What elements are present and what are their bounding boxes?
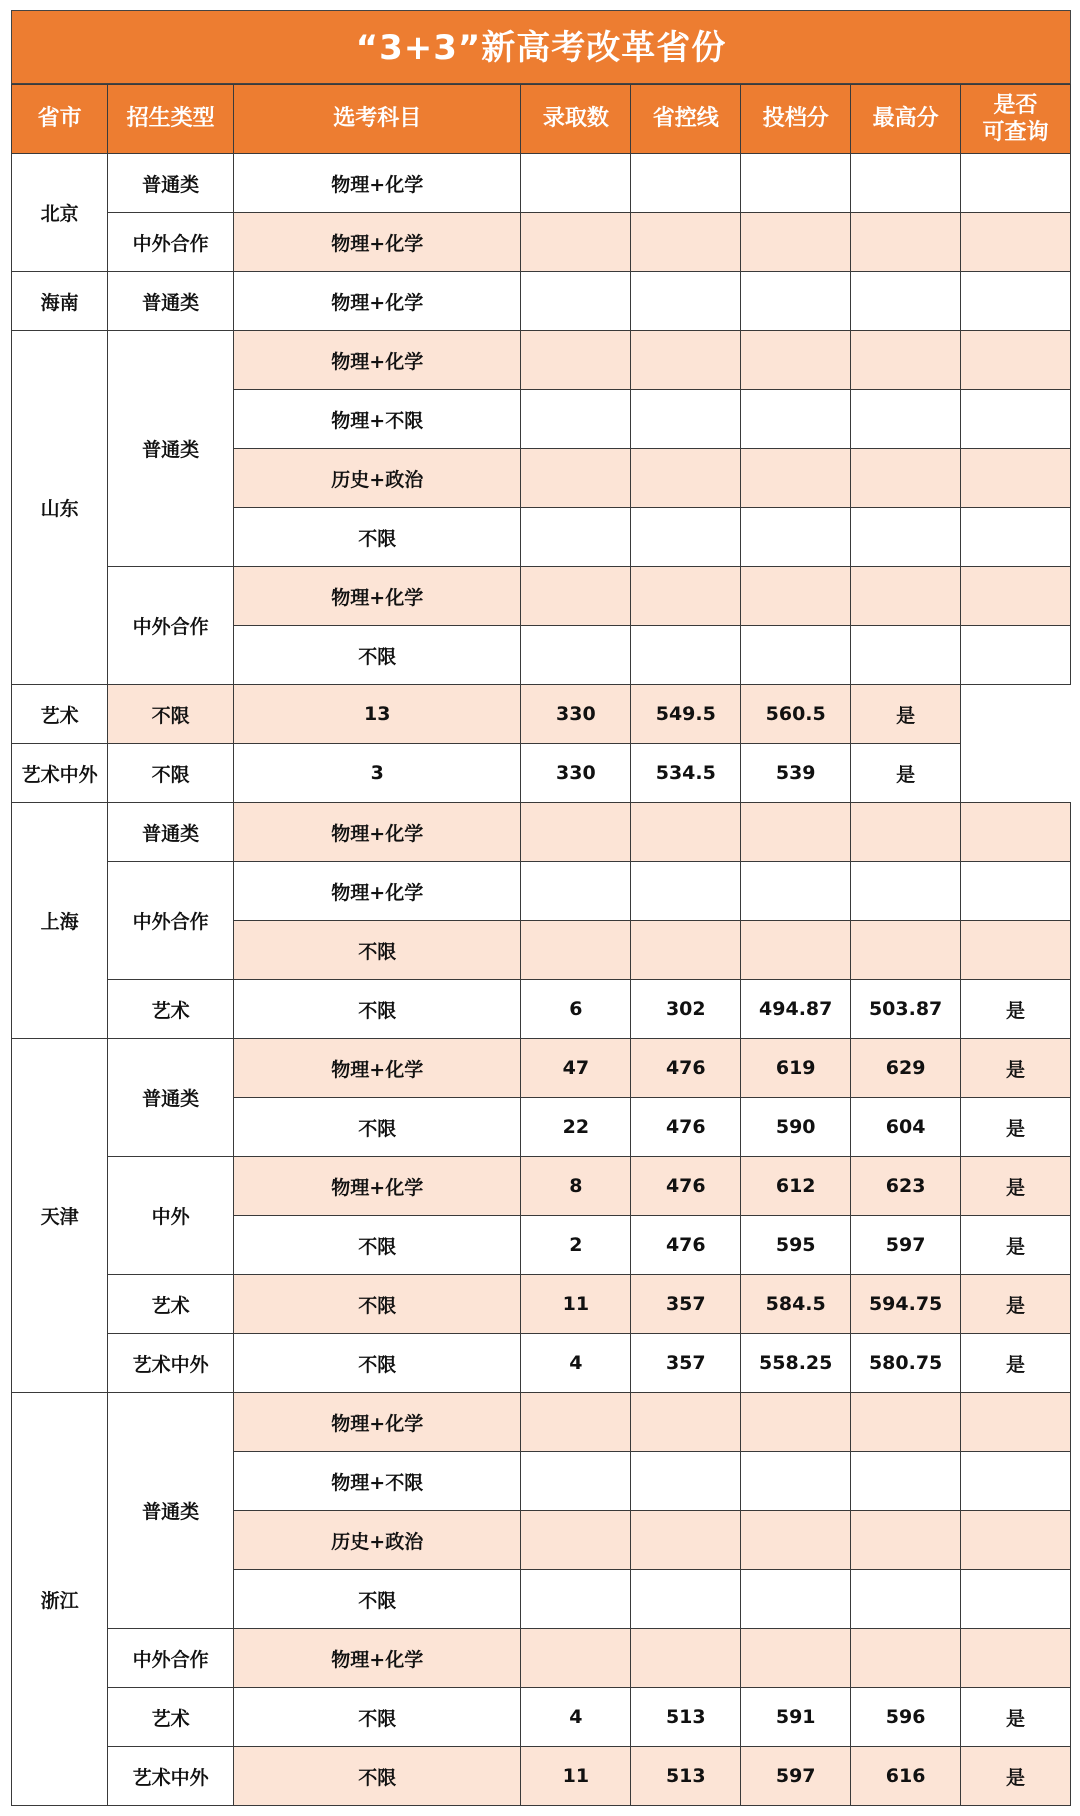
admitted-cell: 47 bbox=[521, 1039, 631, 1098]
subject-cell: 物理+化学 bbox=[234, 1393, 521, 1452]
filing-score-cell bbox=[741, 803, 851, 862]
admission-table-container bbox=[11, 10, 1071, 1806]
province-cell: 上海 bbox=[12, 803, 108, 1039]
type-cell: 普通类 bbox=[108, 272, 234, 331]
subject-cell: 不限 bbox=[234, 1275, 521, 1334]
admitted-cell bbox=[521, 508, 631, 567]
filing-score-cell: 597 bbox=[741, 1747, 851, 1806]
max-score-cell bbox=[851, 1393, 961, 1452]
table-row bbox=[12, 1629, 1071, 1688]
max-score-cell bbox=[851, 154, 961, 213]
province-cell: 北京 bbox=[12, 154, 108, 272]
subject-cell: 不限 bbox=[108, 685, 234, 744]
admitted-cell bbox=[521, 921, 631, 980]
control-line-cell: 302 bbox=[631, 980, 741, 1039]
admitted-cell: 11 bbox=[521, 1275, 631, 1334]
admitted-cell: 22 bbox=[521, 1098, 631, 1157]
control-line-cell: 513 bbox=[631, 1747, 741, 1806]
control-line-cell bbox=[631, 154, 741, 213]
queryable-cell bbox=[961, 803, 1071, 862]
type-cell: 普通类 bbox=[108, 803, 234, 862]
filing-score-cell: 584.5 bbox=[741, 1275, 851, 1334]
header-province: 省市 bbox=[12, 85, 108, 154]
admitted-cell bbox=[521, 154, 631, 213]
filing-score-cell: 558.25 bbox=[741, 1334, 851, 1393]
queryable-cell: 是 bbox=[961, 1216, 1071, 1275]
table-row bbox=[12, 272, 1071, 331]
max-score-cell: 539 bbox=[741, 744, 851, 803]
admitted-cell: 2 bbox=[521, 1216, 631, 1275]
admitted-cell bbox=[521, 567, 631, 626]
subject-cell: 物理+化学 bbox=[234, 331, 521, 390]
province-cell: 浙江 bbox=[12, 1393, 108, 1806]
admitted-cell bbox=[521, 449, 631, 508]
max-score-cell bbox=[851, 1452, 961, 1511]
subject-cell: 物理+化学 bbox=[234, 567, 521, 626]
header-queryable bbox=[961, 85, 1071, 154]
max-score-cell: 597 bbox=[851, 1216, 961, 1275]
control-line-cell: 357 bbox=[631, 1275, 741, 1334]
subject-cell: 不限 bbox=[234, 980, 521, 1039]
subject-cell: 物理+化学 bbox=[234, 1629, 521, 1688]
control-line-cell bbox=[631, 272, 741, 331]
max-score-cell bbox=[851, 331, 961, 390]
control-line-cell bbox=[631, 1570, 741, 1629]
type-cell: 艺术 bbox=[108, 1275, 234, 1334]
type-cell: 中外合作 bbox=[108, 1629, 234, 1688]
queryable-cell bbox=[961, 508, 1071, 567]
control-line-cell: 357 bbox=[631, 1334, 741, 1393]
header-subject: 选考科目 bbox=[234, 85, 521, 154]
control-line-cell bbox=[631, 508, 741, 567]
admitted-cell bbox=[521, 862, 631, 921]
header-type: 招生类型 bbox=[108, 85, 234, 154]
type-cell: 中外合作 bbox=[108, 213, 234, 272]
type-cell: 艺术 bbox=[12, 685, 108, 744]
province-cell: 海南 bbox=[12, 272, 108, 331]
control-line-cell bbox=[631, 567, 741, 626]
max-score-cell: 629 bbox=[851, 1039, 961, 1098]
type-cell: 艺术中外 bbox=[12, 744, 108, 803]
control-line-cell bbox=[631, 449, 741, 508]
subject-cell: 物理+化学 bbox=[234, 1157, 521, 1216]
control-line-cell bbox=[631, 1393, 741, 1452]
table-row bbox=[12, 213, 1071, 272]
table-row bbox=[12, 1039, 1071, 1098]
queryable-cell bbox=[961, 1570, 1071, 1629]
filing-score-cell bbox=[741, 626, 851, 685]
max-score-cell bbox=[851, 508, 961, 567]
max-score-cell: 623 bbox=[851, 1157, 961, 1216]
queryable-cell bbox=[961, 213, 1071, 272]
queryable-cell bbox=[961, 1511, 1071, 1570]
table-row bbox=[12, 744, 1071, 803]
subject-cell: 不限 bbox=[234, 921, 521, 980]
filing-score-cell bbox=[741, 1393, 851, 1452]
table-row bbox=[12, 1157, 1071, 1216]
control-line-cell bbox=[631, 213, 741, 272]
type-cell: 艺术 bbox=[108, 980, 234, 1039]
filing-score-cell: 590 bbox=[741, 1098, 851, 1157]
control-line-cell: 476 bbox=[631, 1039, 741, 1098]
control-line-cell: 330 bbox=[521, 744, 631, 803]
admitted-cell bbox=[521, 1452, 631, 1511]
max-score-cell bbox=[851, 272, 961, 331]
type-cell: 普通类 bbox=[108, 154, 234, 213]
type-cell: 艺术中外 bbox=[108, 1334, 234, 1393]
max-score-cell: 596 bbox=[851, 1688, 961, 1747]
admitted-cell: 6 bbox=[521, 980, 631, 1039]
subject-cell: 不限 bbox=[234, 626, 521, 685]
subject-cell: 不限 bbox=[234, 1216, 521, 1275]
header-max-score: 最高分 bbox=[851, 85, 961, 154]
filing-score-cell: 534.5 bbox=[631, 744, 741, 803]
filing-score-cell bbox=[741, 213, 851, 272]
control-line-cell bbox=[631, 626, 741, 685]
control-line-cell bbox=[631, 1452, 741, 1511]
table-row bbox=[12, 1688, 1071, 1747]
table-row bbox=[12, 1275, 1071, 1334]
queryable-cell bbox=[961, 567, 1071, 626]
queryable-cell bbox=[961, 449, 1071, 508]
subject-cell: 不限 bbox=[234, 1688, 521, 1747]
subject-cell: 物理+化学 bbox=[234, 803, 521, 862]
filing-score-cell: 612 bbox=[741, 1157, 851, 1216]
filing-score-cell bbox=[741, 921, 851, 980]
max-score-cell bbox=[851, 1511, 961, 1570]
max-score-cell: 604 bbox=[851, 1098, 961, 1157]
queryable-cell: 是 bbox=[961, 980, 1071, 1039]
subject-cell: 历史+政治 bbox=[234, 449, 521, 508]
table-row bbox=[12, 685, 1071, 744]
filing-score-cell bbox=[741, 331, 851, 390]
header-row bbox=[12, 85, 1071, 154]
control-line-cell: 513 bbox=[631, 1688, 741, 1747]
table-row bbox=[12, 154, 1071, 213]
table-body bbox=[12, 154, 1071, 1806]
queryable-cell: 是 bbox=[851, 744, 961, 803]
queryable-cell bbox=[961, 390, 1071, 449]
max-score-cell bbox=[851, 1629, 961, 1688]
header-queryable-line1: 是否 bbox=[993, 92, 1038, 118]
admitted-cell bbox=[521, 331, 631, 390]
admitted-cell bbox=[521, 272, 631, 331]
queryable-cell: 是 bbox=[961, 1747, 1071, 1806]
admitted-cell: 3 bbox=[234, 744, 521, 803]
queryable-cell bbox=[961, 626, 1071, 685]
table-row bbox=[12, 331, 1071, 390]
subject-cell: 不限 bbox=[234, 508, 521, 567]
admitted-cell bbox=[521, 213, 631, 272]
table-row bbox=[12, 862, 1071, 921]
subject-cell: 历史+政治 bbox=[234, 1511, 521, 1570]
control-line-cell: 476 bbox=[631, 1216, 741, 1275]
control-line-cell bbox=[631, 803, 741, 862]
control-line-cell bbox=[631, 390, 741, 449]
queryable-cell bbox=[961, 862, 1071, 921]
queryable-cell: 是 bbox=[961, 1098, 1071, 1157]
table-row bbox=[12, 803, 1071, 862]
type-cell: 普通类 bbox=[108, 1039, 234, 1157]
admission-table bbox=[11, 84, 1071, 1806]
admitted-cell: 4 bbox=[521, 1688, 631, 1747]
max-score-cell bbox=[851, 213, 961, 272]
type-cell: 中外合作 bbox=[108, 862, 234, 980]
admitted-cell bbox=[521, 390, 631, 449]
max-score-cell bbox=[851, 390, 961, 449]
type-cell: 艺术 bbox=[108, 1688, 234, 1747]
admitted-cell bbox=[521, 1511, 631, 1570]
subject-cell: 不限 bbox=[108, 744, 234, 803]
control-line-cell bbox=[631, 921, 741, 980]
max-score-cell bbox=[851, 449, 961, 508]
queryable-cell: 是 bbox=[961, 1039, 1071, 1098]
filing-score-cell: 549.5 bbox=[631, 685, 741, 744]
type-cell: 中外 bbox=[108, 1157, 234, 1275]
queryable-cell: 是 bbox=[851, 685, 961, 744]
filing-score-cell bbox=[741, 1511, 851, 1570]
filing-score-cell bbox=[741, 1452, 851, 1511]
max-score-cell: 616 bbox=[851, 1747, 961, 1806]
filing-score-cell bbox=[741, 449, 851, 508]
queryable-cell bbox=[961, 331, 1071, 390]
control-line-cell: 330 bbox=[521, 685, 631, 744]
admitted-cell bbox=[521, 626, 631, 685]
type-cell: 艺术中外 bbox=[108, 1747, 234, 1806]
province-cell: 天津 bbox=[12, 1039, 108, 1393]
control-line-cell bbox=[631, 1511, 741, 1570]
admitted-cell: 8 bbox=[521, 1157, 631, 1216]
max-score-cell bbox=[851, 862, 961, 921]
header-admitted: 录取数 bbox=[521, 85, 631, 154]
max-score-cell bbox=[851, 626, 961, 685]
header-queryable-line2: 可查询 bbox=[982, 120, 1049, 145]
queryable-cell: 是 bbox=[961, 1334, 1071, 1393]
max-score-cell bbox=[851, 921, 961, 980]
queryable-cell: 是 bbox=[961, 1275, 1071, 1334]
admitted-cell bbox=[521, 803, 631, 862]
max-score-cell: 594.75 bbox=[851, 1275, 961, 1334]
control-line-cell: 476 bbox=[631, 1157, 741, 1216]
filing-score-cell: 494.87 bbox=[741, 980, 851, 1039]
province-cell: 山东 bbox=[12, 331, 108, 685]
table-title: “3+3”新高考改革省份 bbox=[11, 10, 1071, 84]
control-line-cell: 476 bbox=[631, 1098, 741, 1157]
control-line-cell bbox=[631, 331, 741, 390]
max-score-cell: 503.87 bbox=[851, 980, 961, 1039]
filing-score-cell: 591 bbox=[741, 1688, 851, 1747]
admitted-cell bbox=[521, 1629, 631, 1688]
subject-cell: 物理+化学 bbox=[234, 154, 521, 213]
filing-score-cell bbox=[741, 508, 851, 567]
admitted-cell: 4 bbox=[521, 1334, 631, 1393]
subject-cell: 不限 bbox=[234, 1570, 521, 1629]
queryable-cell bbox=[961, 272, 1071, 331]
table-row bbox=[12, 1393, 1071, 1452]
filing-score-cell bbox=[741, 154, 851, 213]
max-score-cell bbox=[851, 1570, 961, 1629]
filing-score-cell bbox=[741, 862, 851, 921]
subject-cell: 物理+化学 bbox=[234, 272, 521, 331]
filing-score-cell bbox=[741, 567, 851, 626]
header-control-line: 省控线 bbox=[631, 85, 741, 154]
max-score-cell: 580.75 bbox=[851, 1334, 961, 1393]
header-filing-score: 投档分 bbox=[741, 85, 851, 154]
max-score-cell bbox=[851, 567, 961, 626]
subject-cell: 物理+不限 bbox=[234, 1452, 521, 1511]
filing-score-cell: 595 bbox=[741, 1216, 851, 1275]
subject-cell: 不限 bbox=[234, 1747, 521, 1806]
control-line-cell bbox=[631, 1629, 741, 1688]
table-row bbox=[12, 567, 1071, 626]
type-cell: 中外合作 bbox=[108, 567, 234, 685]
subject-cell: 物理+化学 bbox=[234, 213, 521, 272]
max-score-cell: 560.5 bbox=[741, 685, 851, 744]
max-score-cell bbox=[851, 803, 961, 862]
admitted-cell: 11 bbox=[521, 1747, 631, 1806]
table-row bbox=[12, 1747, 1071, 1806]
subject-cell: 不限 bbox=[234, 1098, 521, 1157]
filing-score-cell bbox=[741, 272, 851, 331]
queryable-cell bbox=[961, 1452, 1071, 1511]
filing-score-cell bbox=[741, 1629, 851, 1688]
admitted-cell bbox=[521, 1393, 631, 1452]
queryable-cell bbox=[961, 154, 1071, 213]
queryable-cell: 是 bbox=[961, 1157, 1071, 1216]
subject-cell: 物理+化学 bbox=[234, 862, 521, 921]
subject-cell: 物理+化学 bbox=[234, 1039, 521, 1098]
control-line-cell bbox=[631, 862, 741, 921]
subject-cell: 不限 bbox=[234, 1334, 521, 1393]
queryable-cell bbox=[961, 1629, 1071, 1688]
queryable-cell: 是 bbox=[961, 1688, 1071, 1747]
filing-score-cell bbox=[741, 390, 851, 449]
filing-score-cell bbox=[741, 1570, 851, 1629]
table-row bbox=[12, 1334, 1071, 1393]
queryable-cell bbox=[961, 1393, 1071, 1452]
type-cell: 普通类 bbox=[108, 331, 234, 567]
admitted-cell bbox=[521, 1570, 631, 1629]
queryable-cell bbox=[961, 921, 1071, 980]
type-cell: 普通类 bbox=[108, 1393, 234, 1629]
admitted-cell: 13 bbox=[234, 685, 521, 744]
table-row bbox=[12, 980, 1071, 1039]
subject-cell: 物理+不限 bbox=[234, 390, 521, 449]
filing-score-cell: 619 bbox=[741, 1039, 851, 1098]
